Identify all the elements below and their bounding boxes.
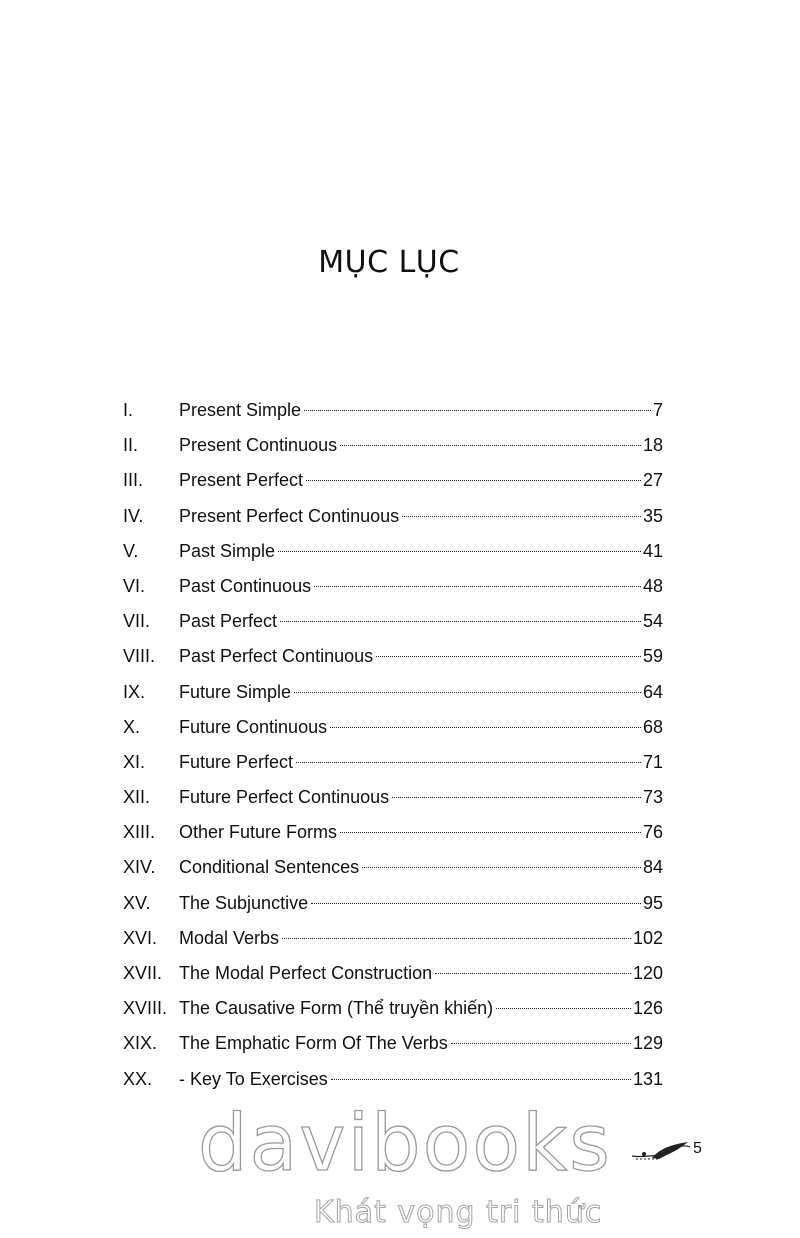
toc-entry-number: XIX. xyxy=(123,1033,158,1054)
toc-entry-title: The Subjunctive xyxy=(179,892,309,913)
toc-entry xyxy=(123,428,663,463)
toc-entry xyxy=(123,604,663,639)
toc-entry xyxy=(123,921,663,956)
toc-leader-dots xyxy=(306,480,641,481)
toc-entry-title: Conditional Sentences xyxy=(179,857,360,878)
toc-entry xyxy=(123,569,663,604)
toc-entry-number: XIII. xyxy=(123,822,156,843)
toc-entry-number: I. xyxy=(123,400,134,420)
toc-leader-dots xyxy=(435,973,631,974)
toc-entry xyxy=(123,956,663,991)
toc-entry-page: 73 xyxy=(642,787,663,808)
toc-entry-number: IX. xyxy=(123,681,146,702)
page-number: 5 xyxy=(693,1140,702,1157)
toc-leader-dots xyxy=(294,692,641,693)
toc-entry-number: VII. xyxy=(123,611,151,632)
toc-entry-number: II. xyxy=(123,435,139,456)
toc-entry-page: 126 xyxy=(632,998,663,1019)
toc-entry-number: XV. xyxy=(123,892,151,913)
toc-entry-title: Future Perfect Continuous xyxy=(179,787,390,808)
toc-entry-number: X. xyxy=(123,716,141,737)
toc-entry-title: Present Perfect Continuous xyxy=(179,505,400,526)
watermark-logo: davibooks xyxy=(198,1099,612,1189)
toc-entry xyxy=(123,534,663,569)
toc-entry-number: XX. xyxy=(123,1068,153,1089)
toc-entry xyxy=(123,745,663,780)
toc-entry-page: 18 xyxy=(642,435,663,456)
toc-entry-page: 35 xyxy=(642,505,663,526)
toc-entry-page: 27 xyxy=(642,470,663,491)
toc-entry-title: Present Simple xyxy=(179,400,302,420)
toc-entry xyxy=(123,886,663,921)
toc-entry xyxy=(123,499,663,534)
toc-entry-page: 129 xyxy=(632,1033,663,1054)
toc-entry xyxy=(123,815,663,850)
toc-entry xyxy=(123,463,663,498)
toc-entry-title: - Key To Exercises xyxy=(179,1068,328,1089)
toc-entry-page: 102 xyxy=(632,927,663,948)
toc-entry xyxy=(123,1062,663,1097)
toc-entry-title: Future Continuous xyxy=(179,716,328,737)
toc-leader-dots xyxy=(451,1043,631,1044)
toc-entry-title: Modal Verbs xyxy=(179,927,280,948)
toc-entry-title: Past Perfect Continuous xyxy=(179,646,374,667)
toc-entry-number: XVII. xyxy=(123,963,163,983)
toc-entry-title: Future Perfect xyxy=(179,751,294,772)
toc-entry-number: XI. xyxy=(123,751,146,772)
toc-entry-page: 76 xyxy=(642,822,663,843)
toc-leader-dots xyxy=(402,516,641,517)
toc-entry-title: Future Simple xyxy=(179,681,292,702)
toc-entry-page: 131 xyxy=(632,1068,663,1089)
toc-entry-number: XVI. xyxy=(123,927,158,948)
toc-entry-number: XII. xyxy=(123,787,151,808)
toc-entry-title: The Causative Form (Thể truyền khiến) xyxy=(179,998,494,1019)
toc-entry xyxy=(123,675,663,710)
toc-entry-page: 59 xyxy=(642,646,663,667)
toc-leader-dots xyxy=(304,410,651,411)
watermark-tagline: Khát vọng tri thức xyxy=(314,1195,603,1230)
toc-leader-dots xyxy=(392,797,641,798)
toc-entry-page: 71 xyxy=(642,751,663,772)
toc-leader-dots xyxy=(278,551,641,552)
toc-entry-title: Other Future Forms xyxy=(179,822,338,843)
toc-entry xyxy=(123,393,663,428)
page-title: MỤC LỤC xyxy=(318,245,460,280)
toc-entry-number: V. xyxy=(123,540,139,561)
toc-entry-number: III. xyxy=(123,470,144,491)
toc-entry-title: Present Continuous xyxy=(179,435,338,456)
toc-entry xyxy=(123,991,663,1026)
toc-entry xyxy=(123,639,663,674)
toc-entry-page: 64 xyxy=(642,681,663,702)
toc-entry-page: 54 xyxy=(642,611,663,632)
toc-leader-dots xyxy=(330,727,641,728)
toc-entry-number: IV. xyxy=(123,505,144,526)
toc-entry-number: VIII. xyxy=(123,646,156,667)
toc-entry-title: Past Perfect xyxy=(179,611,278,632)
toc-entry-title: The Emphatic Form Of The Verbs xyxy=(179,1033,448,1054)
toc-leader-dots xyxy=(331,1079,631,1080)
toc-entry-title: Past Simple xyxy=(179,540,276,561)
toc-entry-title: The Modal Perfect Construction xyxy=(179,963,433,983)
toc-entry xyxy=(123,780,663,815)
toc-entry xyxy=(123,1026,663,1061)
toc-leader-dots xyxy=(282,938,631,939)
toc-leader-dots xyxy=(340,832,641,833)
toc-leader-dots xyxy=(496,1008,631,1009)
toc-entry-page: 48 xyxy=(642,575,663,596)
toc-entry xyxy=(123,710,663,745)
toc-leader-dots xyxy=(340,445,641,446)
toc-entry-page: 120 xyxy=(632,963,663,983)
toc-leader-dots xyxy=(280,621,641,622)
toc-entry-title: Past Continuous xyxy=(179,575,312,596)
toc-leader-dots xyxy=(296,762,641,763)
toc-entry-page: 41 xyxy=(642,540,663,561)
toc-leader-dots xyxy=(314,586,641,587)
table-of-contents xyxy=(123,393,663,1097)
toc-entry-page: 7 xyxy=(652,400,663,420)
toc-leader-dots xyxy=(362,867,641,868)
toc-entry-number: VI. xyxy=(123,575,146,596)
toc-entry-page: 68 xyxy=(642,716,663,737)
toc-entry-title: Present Perfect xyxy=(179,470,304,491)
toc-entry-page: 84 xyxy=(642,857,663,878)
toc-leader-dots xyxy=(311,903,641,904)
toc-leader-dots xyxy=(376,656,641,657)
toc-entry-number: XVIII. xyxy=(123,998,168,1019)
toc-entry-number: XIV. xyxy=(123,857,156,878)
toc-entry xyxy=(123,850,663,885)
toc-entry-page: 95 xyxy=(642,892,663,913)
